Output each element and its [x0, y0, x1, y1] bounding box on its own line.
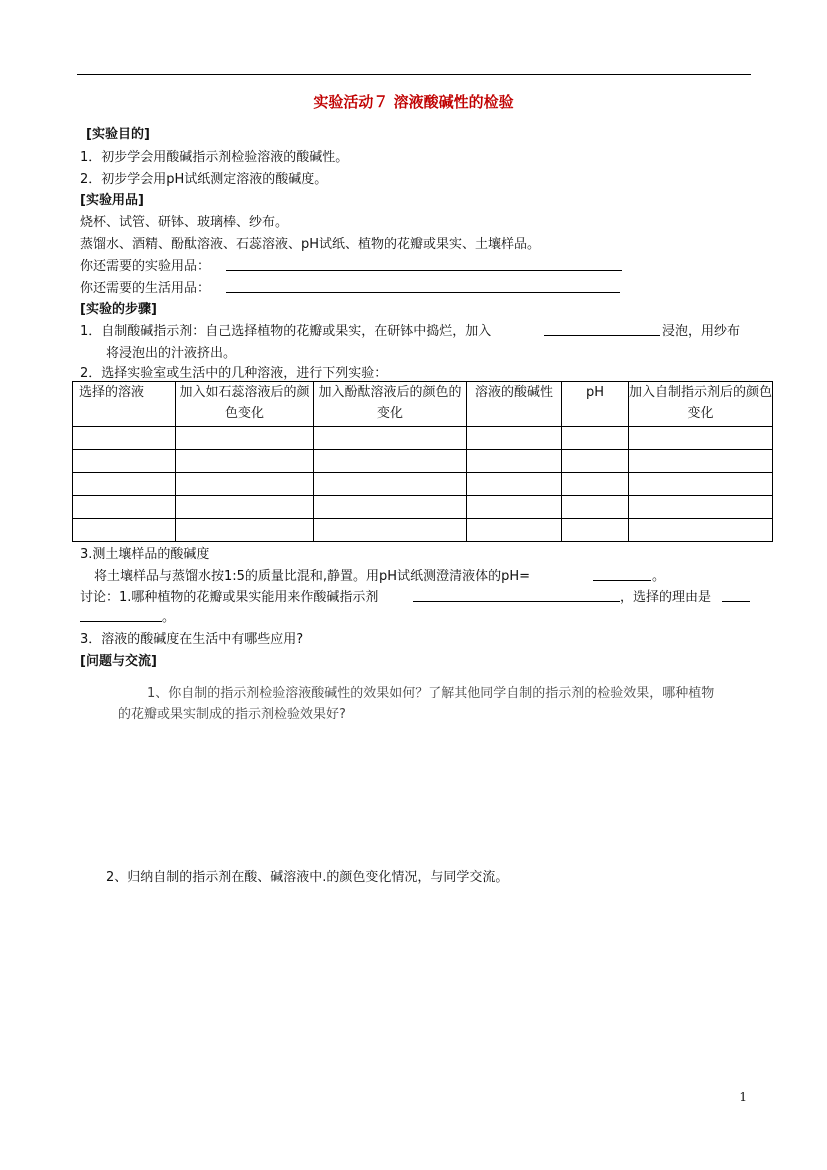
page-number: 1	[739, 1090, 747, 1104]
table-row	[73, 519, 773, 542]
table-cell[interactable]	[73, 519, 176, 542]
table-cell[interactable]	[73, 473, 176, 496]
exchange-q1-line1: 1、你自制的指示剂检验溶液酸碱性的效果如何？了解其他同学自制的指示剂的检验效果，哪种植物	[147, 686, 715, 701]
materials-line-2: 蒸馏水、酒精、酚酞溶液、石蕊溶液、pH试纸、植物的花瓣或果实、土壤样品。	[80, 237, 541, 252]
experiment-table	[72, 381, 773, 542]
exchange-heading: [问题与交流]	[80, 654, 157, 669]
table-header-cell: 选择的溶液	[73, 382, 176, 427]
table-cell[interactable]	[629, 427, 773, 450]
table-header-cell: 加入自制指示剂后的颜色变化	[629, 382, 773, 427]
table-header-cell: 溶液的酸碱性	[467, 382, 562, 427]
table-cell[interactable]	[73, 427, 176, 450]
materials-heading: [实验用品]	[80, 193, 144, 208]
steps-heading: [实验的步骤]	[80, 302, 157, 317]
table-row	[73, 450, 773, 473]
step3-heading: 3.测土壤样品的酸碱度	[80, 547, 210, 562]
table-cell[interactable]	[467, 519, 562, 542]
step1-text-b: 浸泡，用纱布	[662, 324, 741, 339]
table-body	[73, 427, 773, 542]
purpose-heading: [实验目的]	[86, 127, 150, 142]
step2-text: 2．选择实验室或生活中的几种溶液，进行下列实验：	[80, 366, 388, 381]
exchange-q1-line2: 的花瓣或果实制成的指示剂检验效果好?	[118, 707, 346, 722]
table-cell[interactable]	[176, 519, 314, 542]
table-cell[interactable]	[629, 473, 773, 496]
table-header-cell: 加入如石蕊溶液后的颜色变化	[176, 382, 314, 427]
extra-life-materials-label: 你还需要的生活用品：	[80, 281, 211, 296]
extra-lab-materials-blank[interactable]	[226, 255, 622, 271]
table-cell[interactable]	[467, 427, 562, 450]
step3-text: 将土壤样品与蒸馏水按1:5的质量比混和,静置。用pH试纸测澄清液体的pH=	[94, 569, 531, 584]
header-rule	[77, 74, 751, 75]
table-cell[interactable]	[314, 496, 467, 519]
table-cell[interactable]	[176, 496, 314, 519]
reason-blank-line1[interactable]	[722, 586, 750, 602]
table-cell[interactable]	[314, 427, 467, 450]
purpose-item-1: 1．初步学会用酸碱指示剂检验溶液的酸碱性。	[80, 150, 349, 165]
extra-lab-materials-label: 你还需要的实验用品：	[80, 259, 211, 274]
step1-blank[interactable]	[544, 320, 660, 336]
table-cell[interactable]	[467, 496, 562, 519]
table-row	[73, 427, 773, 450]
table-cell[interactable]	[562, 496, 629, 519]
table-cell[interactable]	[629, 450, 773, 473]
materials-line-1: 烧杯、试管、研钵、玻璃棒、纱布。	[80, 215, 289, 230]
table-header-row	[73, 382, 773, 427]
table-header-cell: pH	[562, 382, 629, 427]
discuss-end: 。	[162, 610, 176, 625]
table-cell[interactable]	[314, 519, 467, 542]
discuss-text-b: ，选择的理由是	[620, 590, 712, 605]
table-header-cell: 加入酚酞溶液后的颜色的变化	[314, 382, 467, 427]
exchange-q2: 2、归纳自制的指示剂在酸、碱溶液中.的颜色变化情况，与同学交流。	[106, 870, 509, 885]
table-cell[interactable]	[562, 427, 629, 450]
step3-end: 。	[652, 569, 666, 584]
purpose-item-2: 2．初步学会用pH试纸测定溶液的酸碱度。	[80, 172, 328, 187]
table-cell[interactable]	[562, 450, 629, 473]
table-cell[interactable]	[73, 450, 176, 473]
table-cell[interactable]	[314, 450, 467, 473]
reason-blank-line2[interactable]	[80, 606, 162, 622]
table-cell[interactable]	[176, 450, 314, 473]
step1-text-a: 1．自制酸碱指示剂：自己选择植物的花瓣或果实，在研钵中捣烂，加入	[80, 324, 492, 339]
table-row	[73, 496, 773, 519]
ph-blank[interactable]	[593, 565, 651, 581]
step1-text-c: 将浸泡出的汁液挤出。	[106, 346, 237, 361]
table-cell[interactable]	[562, 473, 629, 496]
discuss-text-a: 讨论：1.哪种植物的花瓣或果实能用来作酸碱指示剂	[80, 590, 379, 605]
question-3: 3．溶液的酸碱度在生活中有哪些应用?	[80, 632, 304, 647]
extra-life-materials-blank[interactable]	[226, 277, 620, 293]
table-cell[interactable]	[314, 473, 467, 496]
table-cell[interactable]	[73, 496, 176, 519]
page-title: 实验活动７ 溶液酸碱性的检验	[313, 93, 514, 111]
table-cell[interactable]	[176, 427, 314, 450]
table-cell[interactable]	[176, 473, 314, 496]
table-cell[interactable]	[467, 473, 562, 496]
indicator-plant-blank[interactable]	[413, 586, 620, 602]
table-cell[interactable]	[629, 519, 773, 542]
table-cell[interactable]	[629, 496, 773, 519]
table-cell[interactable]	[467, 450, 562, 473]
table-cell[interactable]	[562, 519, 629, 542]
table-row	[73, 473, 773, 496]
